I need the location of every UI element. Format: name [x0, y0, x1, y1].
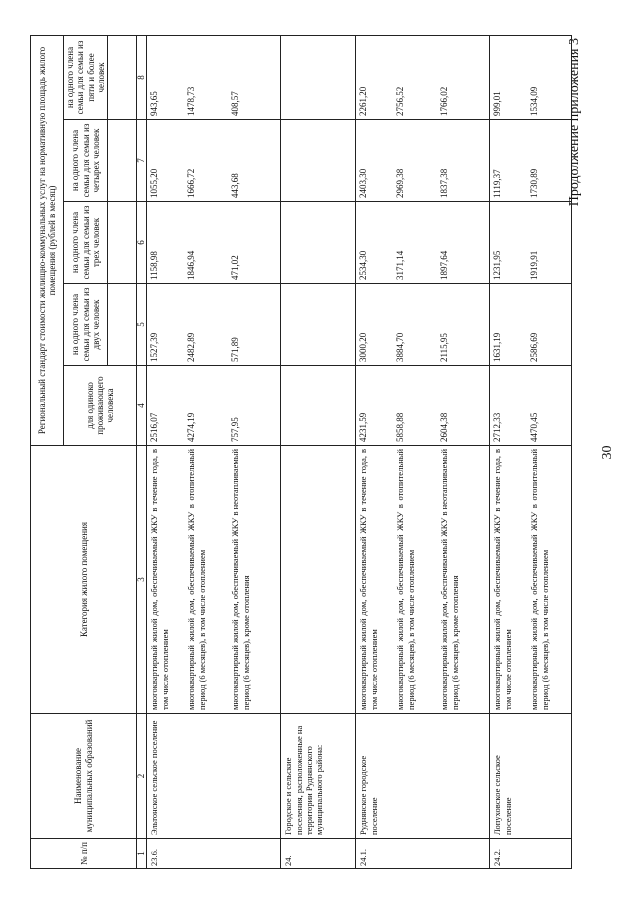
value-cell: 571,89 [230, 337, 241, 362]
value-cell: 443,68 [230, 173, 241, 198]
value-cell: 1527,39 [149, 332, 160, 362]
value-cell: 471,02 [230, 255, 241, 280]
category-text: многоквартирный жилой дом, обеспечиваемый ЖКУ в отопительный период (6 месяцев), в том числе отоплением [529, 449, 550, 710]
category-text: многоквартирный жилой дом, обеспечиваемый ЖКУ в неотапливаемый период (6 месяцев), кроме отопления [230, 449, 251, 710]
value-cell: 1919,91 [529, 250, 540, 280]
category-text: многоквартирный жилой дом, обеспечиваемый ЖКУ в течение года, в том числе отоплением [149, 449, 170, 710]
row-number: 24. [281, 839, 356, 869]
value-cell: 1631,19 [492, 332, 503, 362]
header-num: № п/п [31, 839, 137, 869]
header-standard: Региональный стандарт стоимости жилищно-коммунальных услуг на нормативную площадь жилого помещения (рублей в месяц) [31, 35, 64, 445]
value-cell: 943,65 [149, 91, 160, 116]
row-number: 23.6. [147, 839, 281, 869]
value-cell: 2534,30 [358, 250, 369, 280]
column-number: 7 [137, 120, 147, 202]
table-row [147, 35, 281, 868]
value-cell: 1231,95 [492, 250, 503, 280]
value-cell: 5858,88 [395, 412, 406, 442]
value-cell: 408,57 [230, 91, 241, 116]
column-number: 1 [137, 839, 147, 869]
standards-table [30, 35, 572, 869]
column-number: 6 [137, 202, 147, 284]
value-cell: 2403,30 [358, 168, 369, 198]
value-cell: 1666,72 [186, 168, 197, 198]
column-number: 5 [137, 284, 147, 366]
category-text: многоквартирный жилой дом, обеспечиваемый ЖКУ в отопительный период (6 месяцев), в том числе отоплением [395, 449, 416, 710]
value-cell: 3884,70 [395, 332, 406, 362]
value-cell: 999,01 [492, 91, 503, 116]
column-number: 2 [137, 714, 147, 839]
value-cell: 4231,59 [358, 412, 369, 442]
value-cell: 2115,95 [439, 333, 450, 362]
column-number: 4 [137, 366, 147, 446]
table-row [281, 35, 356, 868]
municipality-name: Городское и сельские поселения, расположенные на территории Руднянского муниципального района: [281, 714, 356, 839]
municipality-name: Эльтонское сельское поселение [147, 714, 281, 839]
value-cell: 1478,73 [186, 86, 197, 116]
value-cell: 2261,20 [358, 86, 369, 116]
column-number-row [137, 35, 147, 868]
value-cell: 1897,64 [439, 250, 450, 280]
table-row [490, 35, 572, 868]
page-number: 30 [600, 445, 615, 460]
value-cell: 1158,98 [149, 251, 160, 280]
value-cell: 2969,38 [395, 168, 406, 198]
value-cell: 1846,94 [186, 250, 197, 280]
value-cell: 1766,02 [439, 86, 450, 116]
value-cell: 2516,07 [149, 412, 160, 442]
value-cell: 2586,69 [529, 332, 540, 362]
header-category: Категория жилого помещения [31, 446, 137, 714]
header-family-4: на одного члена семьи для семьи из четырех человек [64, 120, 108, 202]
header-family-3: на одного члена семьи для семьи из трех человек [64, 202, 108, 284]
value-cell: 1055,20 [149, 168, 160, 198]
value-cell: 757,95 [230, 417, 241, 442]
category-text: многоквартирный жилой дом, обеспечиваемый ЖКУ в неотапливаемый период (6 месяцев), кроме отопления [439, 449, 460, 710]
category-text: многоквартирный жилой дом, обеспечиваемый ЖКУ в течение года, в том числе отоплением [492, 449, 513, 710]
value-cell: 1534,09 [529, 86, 540, 116]
row-number: 24.1. [356, 839, 490, 869]
header-municipality: Наименование муниципальных образований [31, 714, 137, 839]
value-cell: 3171,14 [395, 250, 406, 280]
municipality-name: Руднянское городское поселение [356, 714, 490, 839]
value-cell: 2604,38 [439, 412, 450, 442]
category-text: многоквартирный жилой дом, обеспечиваемый ЖКУ в отопительный период (6 месяцев), в том числе отоплением [186, 449, 207, 710]
header-single: для одиноко проживающего человека [64, 366, 137, 446]
value-cell: 1837,38 [439, 168, 450, 198]
value-cell: 1119,37 [492, 169, 503, 198]
value-cell: 1730,89 [529, 168, 540, 198]
municipality-name: Лопуховское сельское поселение [490, 714, 572, 839]
value-cell: 2712,33 [492, 412, 503, 442]
value-cell: 3000,20 [358, 332, 369, 362]
value-cell: 2756,52 [395, 86, 406, 116]
header-family-2: на одного члена семьи для семьи из двух человек [64, 284, 108, 366]
table-row [356, 35, 490, 868]
value-cell: 4470,45 [529, 412, 540, 442]
column-number: 3 [137, 446, 147, 714]
header-family-5: на одного члена семьи для семьи из пяти и более человек [64, 35, 108, 119]
value-cell: 2482,89 [186, 332, 197, 362]
column-number: 8 [137, 35, 147, 119]
appendix-label: Продолжение приложения 3 [567, 38, 582, 207]
value-cell: 4274,19 [186, 412, 197, 442]
row-number: 24.2. [490, 839, 572, 869]
category-text: многоквартирный жилой дом, обеспечиваемый ЖКУ в течение года, в том числе отоплением [358, 449, 379, 710]
